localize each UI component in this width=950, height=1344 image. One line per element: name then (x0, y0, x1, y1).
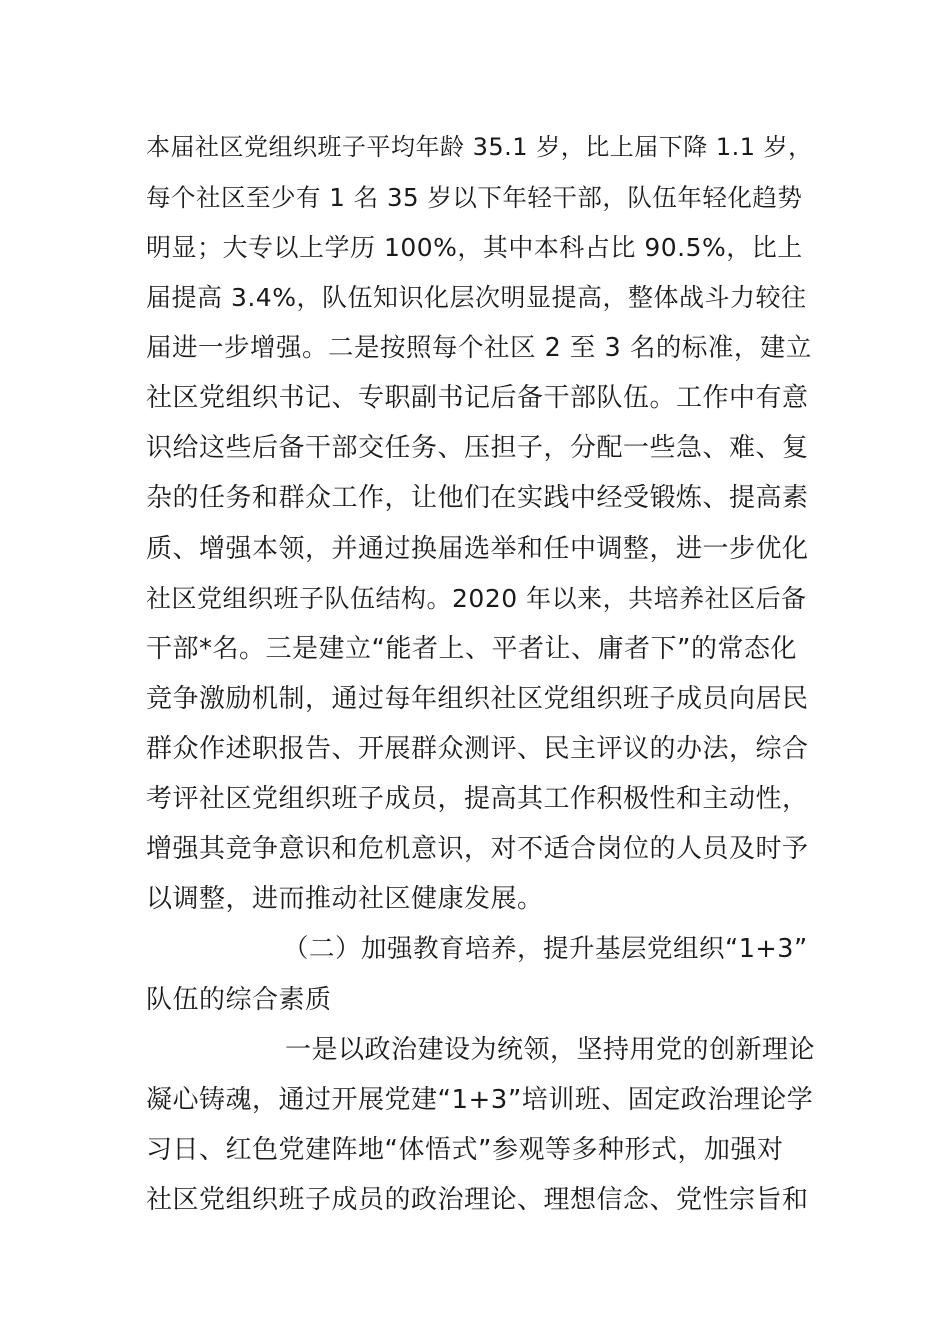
paragraph-line: 群众作述职报告、开展群众测评、民主评议的办法，综合 (146, 734, 809, 764)
paragraph-line: 增强其竞争意识和危机意识，对不适合岗位的人员及时予 (146, 834, 809, 864)
paragraph-line: 届进一步增强。二是按照每个社区 2 至 3 名的标准，建立 (146, 333, 812, 363)
paragraph-line: 社区党组织书记、专职副书记后备干部队伍。工作中有意 (146, 383, 809, 413)
paragraph-line: 社区党组织班子队伍结构。2020 年以来，共培养社区后备 (146, 584, 807, 613)
paragraph-line: 明显；大专以上学历 100%，其中本科占比 90.5%，比上 (146, 233, 803, 262)
paragraph-line: 竞争激励机制，通过每年组织社区党组织班子成员向居民 (146, 684, 809, 714)
section-heading: （二）加强教育培养，提升基层党组织“1+3” (283, 934, 808, 964)
paragraph-line: 考评社区党组织班子成员，提高其工作积极性和主动性， (146, 784, 809, 814)
section-heading-continuation: 队伍的综合素质 (146, 985, 332, 1015)
paragraph-line: 届提高 3.4%，队伍知识化层次明显提高，整体战斗力较往 (146, 283, 807, 312)
paragraph-line: 每个社区至少有 1 名 35 岁以下年轻干部，队伍年轻化趋势 (146, 183, 803, 212)
paragraph-line: 质、增强本领，并通过换届选举和任中调整，进一步优化 (146, 534, 809, 564)
paragraph-line: 凝心铸魂，通过开展党建“1+3”培训班、固定政治理论学 (146, 1085, 814, 1115)
paragraph-line: 干部*名。三是建立“能者上、平者让、庸者下”的常态化 (146, 634, 797, 664)
paragraph-line: 本届社区党组织班子平均年龄 35.1 岁，比上届下降 1.1 岁， (146, 133, 813, 161)
paragraph-line: 一是以政治建设为统领，坚持用党的创新理论 (285, 1035, 816, 1065)
paragraph-line: 杂的任务和群众工作，让他们在实践中经受锻炼、提高素 (146, 483, 809, 513)
paragraph-line: 以调整，进而推动社区健康发展。 (146, 884, 544, 914)
paragraph-line: 习日、红色党建阵地“体悟式”参观等多种形式，加强对 (146, 1135, 784, 1165)
paragraph-line: 社区党组织班子成员的政治理论、理想信念、党性宗旨和 (146, 1185, 809, 1215)
paragraph-line: 识给这些后备干部交任务、压担子，分配一些急、难、复 (146, 433, 809, 463)
